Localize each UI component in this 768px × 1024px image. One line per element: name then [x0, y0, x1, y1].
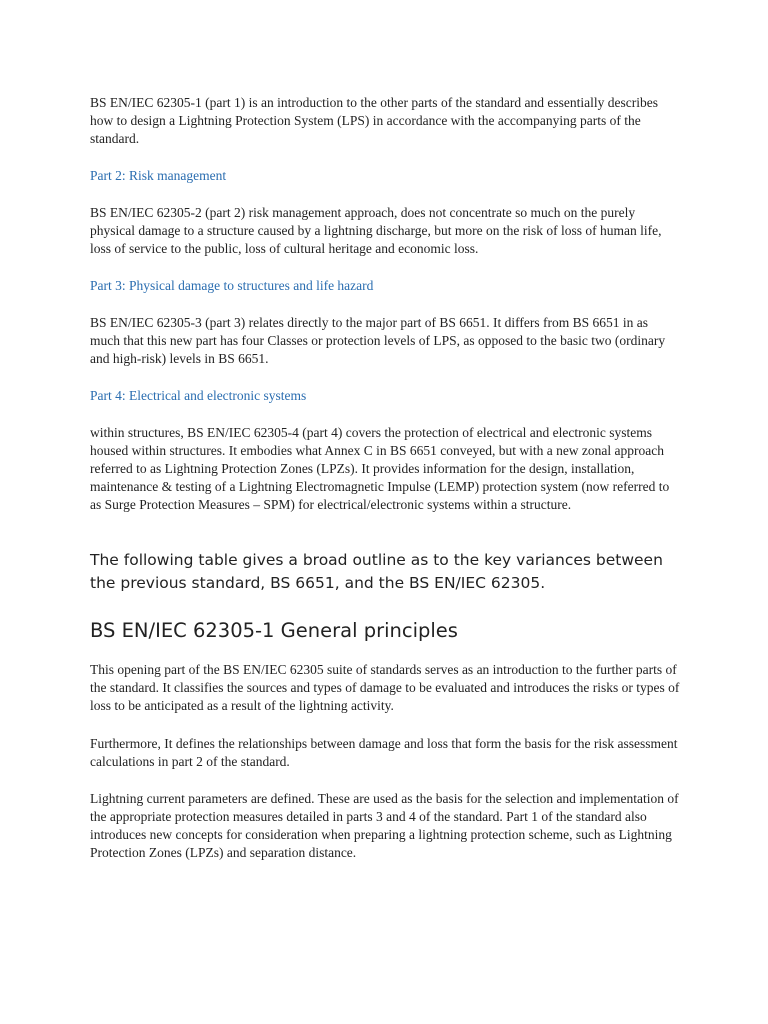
table-intro-text: The following table gives a broad outline as to the key variances between the previous standard, BS 6651, and the BS EN/IEC 62305.	[90, 551, 663, 592]
section-paragraph-1: This opening part of the BS EN/IEC 62305 suite of standards serves as an introduction to the further parts of the standard. It classifies the sources and types of damage to be evaluated and introduces the risks or types of loss to be anticipated as a result of the lightning activity.	[90, 662, 680, 713]
part-4-paragraph: within structures, BS EN/IEC 62305-4 (part 4) covers the protection of electrical and electronic systems housed within structures. It embodies what Annex C in BS 6651 conveyed, but with a new zonal approach referred to as Lightning Protection Zones (LPZs). It provides information for the design, installation, maintenance & testing of a Lightning Electromagnetic Impulse (LEMP) protection system (now referred to as Surge Protection Measures – SPM) for electrical/electronic systems within a structure.	[90, 425, 670, 512]
intro-paragraph: BS EN/IEC 62305-1 (part 1) is an introduction to the other parts of the standard and essentially describes how to design a Lightning Protection System (LPS) in accordance with the accompanying parts of the standard.	[90, 95, 658, 146]
section-paragraph-2: Furthermore, It defines the relationships between damage and loss that form the basis for the risk assessment calculations in part 2 of the standard.	[90, 736, 678, 769]
part-3-paragraph: BS EN/IEC 62305-3 (part 3) relates directly to the major part of BS 6651. It differs from BS 6651 in as much that this new part has four Classes or protection levels of LPS, as opposed to the basic two (ordinary and high-risk) levels in BS 6651.	[90, 315, 666, 366]
section-title: BS EN/IEC 62305-1 General principles	[90, 619, 458, 642]
part-2-heading-link[interactable]: Part 2: Risk management	[90, 168, 227, 183]
part-4-heading-link[interactable]: Part 4: Electrical and electronic systems	[90, 388, 307, 403]
part-2-paragraph: BS EN/IEC 62305-2 (part 2) risk management approach, does not concentrate so much on the purely physical damage to a structure caused by a lightning discharge, but more on the risk of loss of human life, loss of service to the public, loss of cultural heritage and economic loss.	[90, 205, 662, 256]
part-3-heading-link[interactable]: Part 3: Physical damage to structures and life hazard	[90, 278, 374, 293]
section-paragraph-3: Lightning current parameters are defined. These are used as the basis for the selection and implementation of the appropriate protection measures detailed in parts 3 and 4 of the standard. Part 1 of the standard also introduces new concepts for consideration when preparing a lightning protection scheme, such as Lightning Protection Zones (LPZs) and separation distance.	[90, 791, 679, 860]
